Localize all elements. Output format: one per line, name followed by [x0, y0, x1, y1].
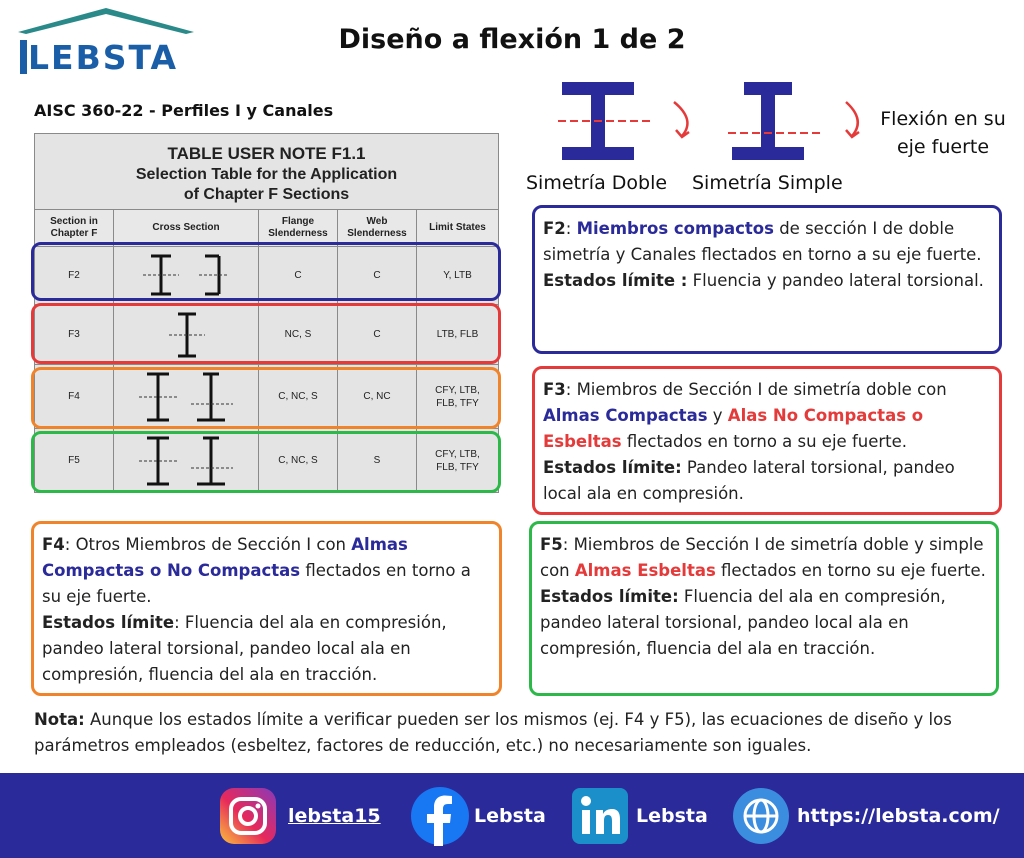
website-link[interactable]: https://lebsta.com/: [797, 805, 1000, 827]
table-cell-limit: Y, LTB: [443, 270, 472, 281]
f3-box: F3: Miembros de Sección I de simetría doble con Almas Compactas y Alas No Compactas o Esbeltas flectados en torno a su eje fuerte. Estados límite: Pandeo lateral torsional, pandeo local ala en compresión.: [532, 366, 1002, 515]
caption-axis: Flexión en su eje fuerte: [880, 108, 1006, 158]
table-cell-limit: CFY, LTB, FLB, TFY: [435, 384, 480, 409]
linkedin-link[interactable]: Lebsta: [636, 805, 708, 827]
row-highlight-f5: [31, 431, 501, 493]
table-cell-limit: CFY, LTB, FLB, TFY: [435, 448, 480, 473]
linkedin-icon[interactable]: [572, 788, 628, 844]
instagram-link[interactable]: lebsta15: [288, 805, 381, 827]
row-highlight-f3: [31, 303, 501, 364]
instagram-icon[interactable]: [220, 788, 276, 844]
table-cell-web: C: [373, 270, 381, 281]
col-header-cross: Cross Section: [114, 210, 258, 246]
symmetry-diagram: [552, 80, 864, 162]
table-cell-web: C: [373, 329, 381, 340]
table-cell-limit: LTB, FLB: [436, 329, 479, 340]
table-cell-flange: NC, S: [284, 329, 312, 340]
f2-box: F2: Miembros compactos de sección I de doble simetría y Canales flectados en torno a su eje fuerte. Estados límite : Fluencia y pandeo lateral torsional.: [532, 205, 1002, 354]
table-cell-web: S: [373, 455, 381, 466]
row-highlight-f4: [31, 367, 501, 429]
table-cell-section: F4: [68, 391, 80, 402]
table-cell-section: F5: [68, 455, 80, 466]
facebook-link[interactable]: Lebsta: [474, 805, 546, 827]
col-header-flange: Flange Slenderness: [259, 210, 337, 246]
table-cell-flange: C, NC, S: [278, 391, 318, 402]
f5-box: F5: Miembros de Sección I de simetría doble y simple con Almas Esbeltas flectados en torno su eje fuerte. Estados límite: Fluencia del ala en compresión, pandeo lateral torsional, pandeo local ala en compresión, fluencia del ala en tracción.: [529, 521, 999, 696]
logo-text: LEBSTA: [28, 38, 178, 77]
table-cell-flange: C: [294, 270, 302, 281]
table-cell-section: F3: [68, 329, 80, 340]
row-highlight-f2: [31, 242, 501, 301]
nota-text: Nota: Aunque los estados límite a verificar pueden ser los mismos (ej. F4 y F5), las ecuaciones de diseño y los parámetros empleados (esbeltez, factores de reducción, etc.) no necesariamente son iguales.: [34, 710, 952, 755]
f4-box: F4: Otros Miembros de Sección I con Almas Compactas o No Compactas flectados en torno a su eje fuerte. Estados límite: Fluencia del ala en compresión, pandeo lateral torsional, pandeo local ala en compresión, fluencia del ala en tracción.: [31, 521, 502, 696]
facebook-icon[interactable]: [410, 786, 470, 846]
page-title: Diseño a flexión 1 de 2: [338, 24, 686, 55]
col-header-limit: Limit States: [417, 210, 498, 246]
page-subtitle: AISC 360-22 - Perfiles I y Canales: [34, 101, 334, 120]
table-cell-flange: C, NC, S: [278, 455, 318, 466]
globe-icon[interactable]: [732, 787, 790, 845]
col-header-web: Web Slenderness: [338, 210, 416, 246]
caption-simple: Simetría Simple: [692, 172, 843, 194]
table-title: TABLE USER NOTE F1.1 Selection Table for the Application of Chapter F Sections: [135, 144, 398, 203]
table-cell-section: F2: [68, 270, 80, 281]
col-header-section: Section in Chapter F: [35, 210, 113, 246]
caption-doble: Simetría Doble: [526, 172, 668, 194]
table-cell-web: C, NC: [363, 391, 391, 402]
